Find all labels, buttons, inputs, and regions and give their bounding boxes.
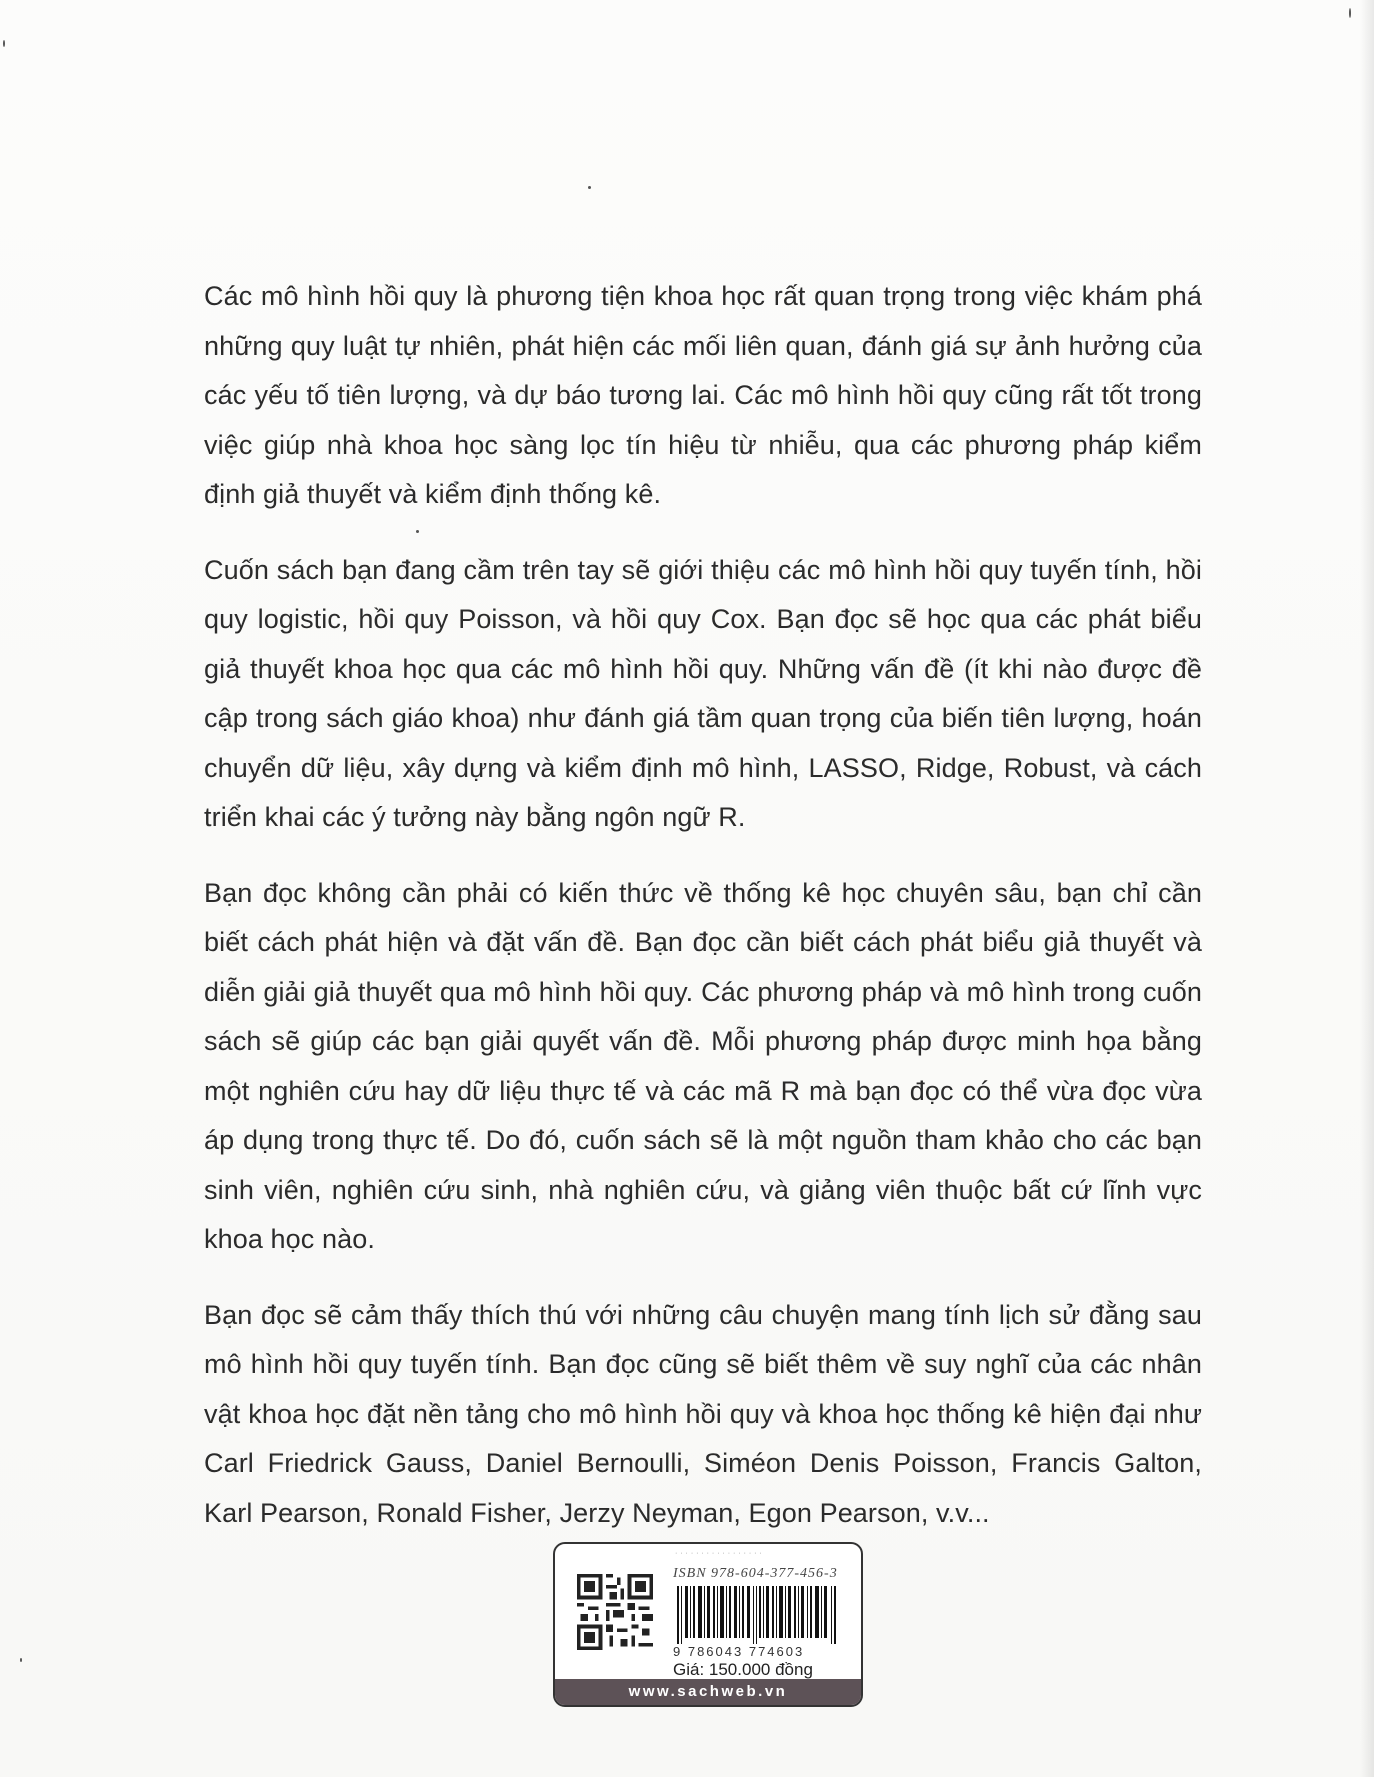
blurb-text [204, 272, 1202, 1538]
scan-speck [588, 186, 591, 189]
qr-code-icon [577, 1574, 653, 1650]
website-url[interactable]: www.sachweb.vn [555, 1679, 861, 1705]
scan-speck [3, 40, 5, 47]
blurb-paragraph-2: Cuốn sách bạn đang cầm trên tay sẽ giới thiệu các mô hình hồi quy tuyến tính, hồi quy logistic, hồi quy Poisson, và hồi quy Cox. Bạn đọc sẽ học qua các phát biểu giả thuyết khoa học qua các mô hình hồi quy. Những vấn đề (ít khi nào được đề cập trong sách giáo khoa) như đánh giá tầm quan trọng của biến tiên lượng, hoán chuyển dữ liệu, xây dựng và kiểm định mô hình, LASSO, Ridge, Robust, và cách triển khai các ý tưởng này bằng ngôn ngữ R. [204, 554, 1202, 832]
barcode-icon [677, 1586, 839, 1644]
barcode-price-label [553, 1542, 863, 1707]
isbn-number: ISBN 978-604-377-456-3 [673, 1566, 838, 1581]
scan-speck [20, 1658, 22, 1662]
label-fine-print: · · · · · · · · · · · · · · · · · [675, 1550, 763, 1557]
ean-digits: 9 786043 774603 [673, 1644, 805, 1659]
blurb-paragraph-4: Bạn đọc sẽ cảm thấy thích thú với những câu chuyện mang tính lịch sử đằng sau mô hình hồi quy tuyến tính. Bạn đọc cũng sẽ biết thêm về suy nghĩ của các nhân vật khoa học đặt nền tảng cho mô hình hồi quy và khoa học thống kê hiện đại như Carl Friedrick Gauss, Daniel Bernoulli, Siméon Denis Poisson, Francis Galton, Karl Pearson, Ronald Fisher, Jerzy Neyman, Egon Pearson, v.v... [204, 1299, 1202, 1528]
blurb-paragraph-3: Bạn đọc không cần phải có kiến thức về thống kê học chuyên sâu, bạn chỉ cần biết cách phát hiện và đặt vấn đề. Bạn đọc cần biết cách phát biểu giả thuyết và diễn giải giả thuyết qua mô hình hồi quy. Các phương pháp và mô hình trong cuốn sách sẽ giúp các bạn giải quyết vấn đề. Mỗi phương pháp được minh họa bằng một nghiên cứu hay dữ liệu thực tế và các mã R mà bạn đọc có thể vừa đọc vừa áp dụng trong thực tế. Do đó, cuốn sách sẽ là một nguồn tham khảo cho các bạn sinh viên, nghiên cứu sinh, nhà nghiên cứu, và giảng viên thuộc bất cứ lĩnh vực khoa học nào. [204, 877, 1202, 1254]
scan-speck [1349, 8, 1351, 18]
page-edge-shadow [1360, 0, 1374, 1777]
price-text: Giá: 150.000 đồng [673, 1660, 813, 1679]
blurb-paragraph-1: Các mô hình hồi quy là phương tiện khoa học rất quan trọng trong việc khám phá những quy luật tự nhiên, phát hiện các mối liên quan, đánh giá sự ảnh hưởng của các yếu tố tiên lượng, và dự báo tương lai. Các mô hình hồi quy cũng rất tốt trong việc giúp nhà khoa học sàng lọc tín hiệu từ nhiễu, qua các phương pháp kiểm định giả thuyết và kiểm định thống kê. [204, 281, 1202, 509]
